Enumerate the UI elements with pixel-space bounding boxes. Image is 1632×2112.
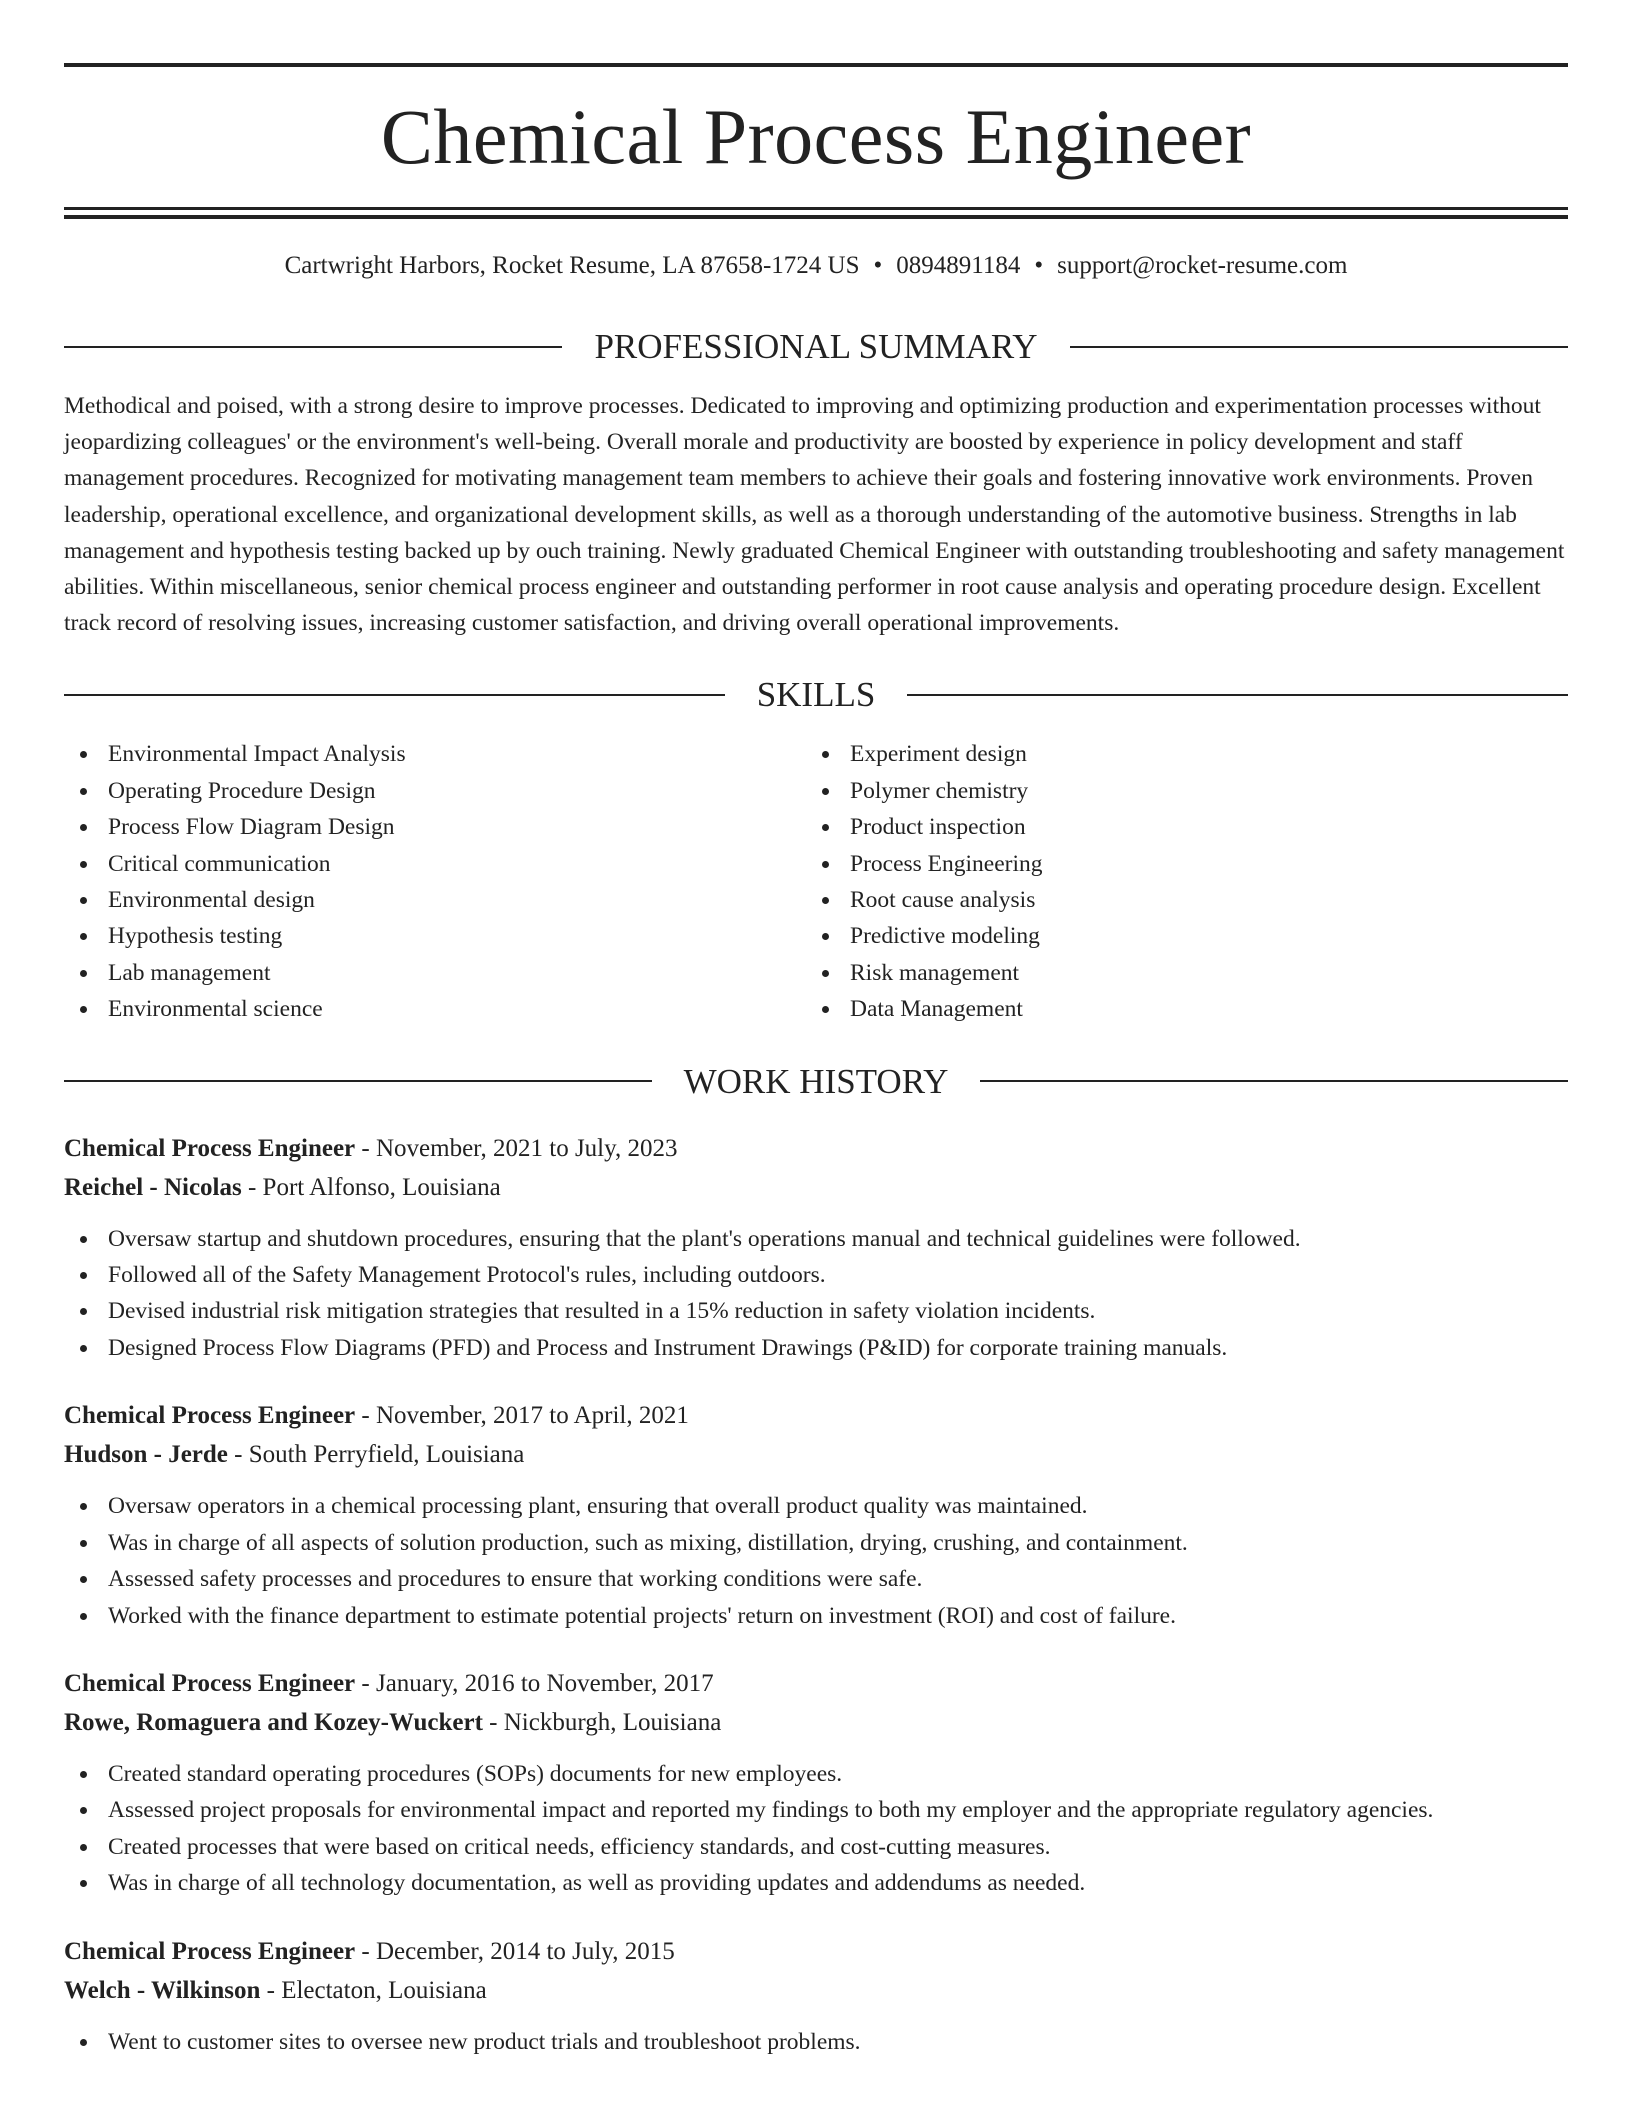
job-company-line: [64, 1435, 1568, 1474]
skills-list: [64, 736, 1568, 1027]
summary-heading: [64, 329, 1568, 364]
skill-item: Environmental design: [64, 882, 806, 918]
job-bullet: Was in charge of all aspects of solution production, such as mixing, distillation, drying, crushing, and containment.: [64, 1525, 1568, 1561]
job-bullet: Created processes that were based on critical needs, efficiency standards, and cost-cutting measures.: [64, 1829, 1568, 1865]
skill-item: Operating Procedure Design: [64, 773, 806, 809]
job-company-line: [64, 1703, 1568, 1742]
job-title-line: [64, 1396, 1568, 1435]
divider: [980, 1080, 1568, 1082]
skill-item: Product inspection: [806, 809, 1548, 845]
section-title: PROFESSIONAL SUMMARY: [594, 327, 1038, 366]
job-bullets: [64, 1488, 1568, 1634]
job-entry: [64, 1129, 1568, 1367]
contact-line: [64, 253, 1568, 281]
work-history-heading: [64, 1061, 1568, 1101]
skill-item: Process Engineering: [806, 846, 1548, 882]
skill-item: Critical communication: [64, 846, 806, 882]
skill-item: Root cause analysis: [806, 882, 1548, 918]
job-company: Rowe, Romaguera and Kozey-Wuckert: [64, 1708, 483, 1736]
skill-item: Hypothesis testing: [64, 918, 806, 954]
job-bullet: Assessed safety processes and procedures to ensure that working conditions were safe.: [64, 1561, 1568, 1597]
job-title: Chemical Process Engineer: [64, 1402, 356, 1430]
separator: •: [873, 252, 883, 279]
job-title: Chemical Process Engineer: [64, 1937, 356, 1965]
skills-column-right: [806, 736, 1548, 1027]
job-bullets: [64, 1221, 1568, 1367]
job-entry: [64, 1396, 1568, 1634]
job-bullets: [64, 1756, 1568, 1902]
address: Cartwright Harbors, Rocket Resume, LA 87658-1724 US: [284, 252, 860, 279]
job-dates: - January, 2016 to November, 2017: [355, 1669, 714, 1697]
divider: [64, 694, 725, 696]
section-title: SKILLS: [756, 675, 876, 715]
work-history-list: [64, 1129, 1568, 2060]
job-bullet: Was in charge of all technology documentation, as well as providing updates and addendums as needed.: [64, 1865, 1568, 1901]
top-rule: [64, 63, 1568, 67]
job-title: Chemical Process Engineer: [64, 1669, 356, 1697]
divider: [1070, 346, 1568, 348]
skill-item: Environmental science: [64, 991, 806, 1027]
skills-column-left: [64, 736, 806, 1027]
job-location: - Electaton, Louisiana: [260, 1976, 487, 2004]
job-bullet: Assessed project proposals for environmental impact and reported my findings to both my employer and the appropriate regulatory agencies.: [64, 1792, 1568, 1828]
skill-item: Environmental Impact Analysis: [64, 736, 806, 772]
job-location: - Port Alfonso, Louisiana: [241, 1173, 501, 1201]
skill-item: Data Management: [806, 991, 1548, 1027]
section-title: WORK HISTORY: [683, 1061, 949, 1101]
job-bullet: Worked with the finance department to estimate potential projects' return on investment (ROI) and cost of failure.: [64, 1598, 1568, 1634]
job-bullets: [64, 2024, 1568, 2060]
page-title: Chemical Process Engineer: [380, 93, 1252, 180]
job-company-line: [64, 1168, 1568, 1207]
job-entry: [64, 1664, 1568, 1902]
job-bullet: Designed Process Flow Diagrams (PFD) and Process and Instrument Drawings (P&ID) for corporate training manuals.: [64, 1330, 1568, 1366]
resume-page: [64, 0, 1568, 2090]
title-double-rule: [64, 207, 1568, 219]
phone: 0894891184: [896, 252, 1021, 279]
job-bullet: Oversaw operators in a chemical processing plant, ensuring that overall product quality was maintained.: [64, 1488, 1568, 1524]
job-bullet: Went to customer sites to oversee new product trials and troubleshoot problems.: [64, 2024, 1568, 2060]
email: support@rocket-resume.com: [1057, 252, 1348, 279]
job-bullet: Oversaw startup and shutdown procedures, ensuring that the plant's operations manual and technical guidelines were followed.: [64, 1221, 1568, 1257]
job-title-line: [64, 1664, 1568, 1703]
job-dates: - November, 2021 to July, 2023: [355, 1134, 678, 1162]
divider: [907, 694, 1568, 696]
job-bullet: Devised industrial risk mitigation strategies that resulted in a 15% reduction in safety violation incidents.: [64, 1293, 1568, 1329]
skill-item: Predictive modeling: [806, 918, 1548, 954]
separator: •: [1034, 252, 1044, 279]
summary-text: Methodical and poised, with a strong desire to improve processes. Dedicated to improving and optimizing production and experimentation processes without jeopardizing colleagues' or the environment's well-being. Overall morale and productivity are boosted by experience in policy development and staff management procedures. Recognized for motivating management team members to achieve their goals and fostering innovative work environments. Proven leadership, operational excellence, and organizational development skills, as well as a thorough understanding of the automotive business. Strengths in lab management and hypothesis testing backed up by ouch training. Newly graduated Chemical Engineer with outstanding troubleshooting and safety management abilities. Within miscellaneous, senior chemical process engineer and outstanding performer in root cause analysis and operating procedure design. Excellent track record of resolving issues, increasing customer satisfaction, and driving overall operational improvements.: [64, 393, 1565, 637]
skill-item: Experiment design: [806, 736, 1548, 772]
job-company: Hudson - Jerde: [64, 1441, 228, 1469]
job-bullet: Created standard operating procedures (SOPs) documents for new employees.: [64, 1756, 1568, 1792]
job-company: Reichel - Nicolas: [64, 1173, 242, 1201]
job-bullet: Followed all of the Safety Management Protocol's rules, including outdoors.: [64, 1257, 1568, 1293]
skill-item: Polymer chemistry: [806, 773, 1548, 809]
skill-item: Process Flow Diagram Design: [64, 809, 806, 845]
job-title: Chemical Process Engineer: [64, 1134, 356, 1162]
skills-heading: [64, 675, 1568, 715]
skill-item: Risk management: [806, 955, 1548, 991]
job-location: - Nickburgh, Louisiana: [482, 1708, 722, 1736]
job-company: Welch - Wilkinson: [64, 1976, 261, 2004]
job-entry: [64, 1932, 1568, 2060]
divider: [64, 1080, 652, 1082]
job-title-line: [64, 1932, 1568, 1971]
divider: [64, 346, 562, 348]
job-company-line: [64, 1971, 1568, 2010]
job-title-line: [64, 1129, 1568, 1168]
skill-item: Lab management: [64, 955, 806, 991]
job-location: - South Perryfield, Louisiana: [227, 1441, 525, 1469]
job-dates: - December, 2014 to July, 2015: [355, 1937, 675, 1965]
job-dates: - November, 2017 to April, 2021: [355, 1402, 689, 1430]
